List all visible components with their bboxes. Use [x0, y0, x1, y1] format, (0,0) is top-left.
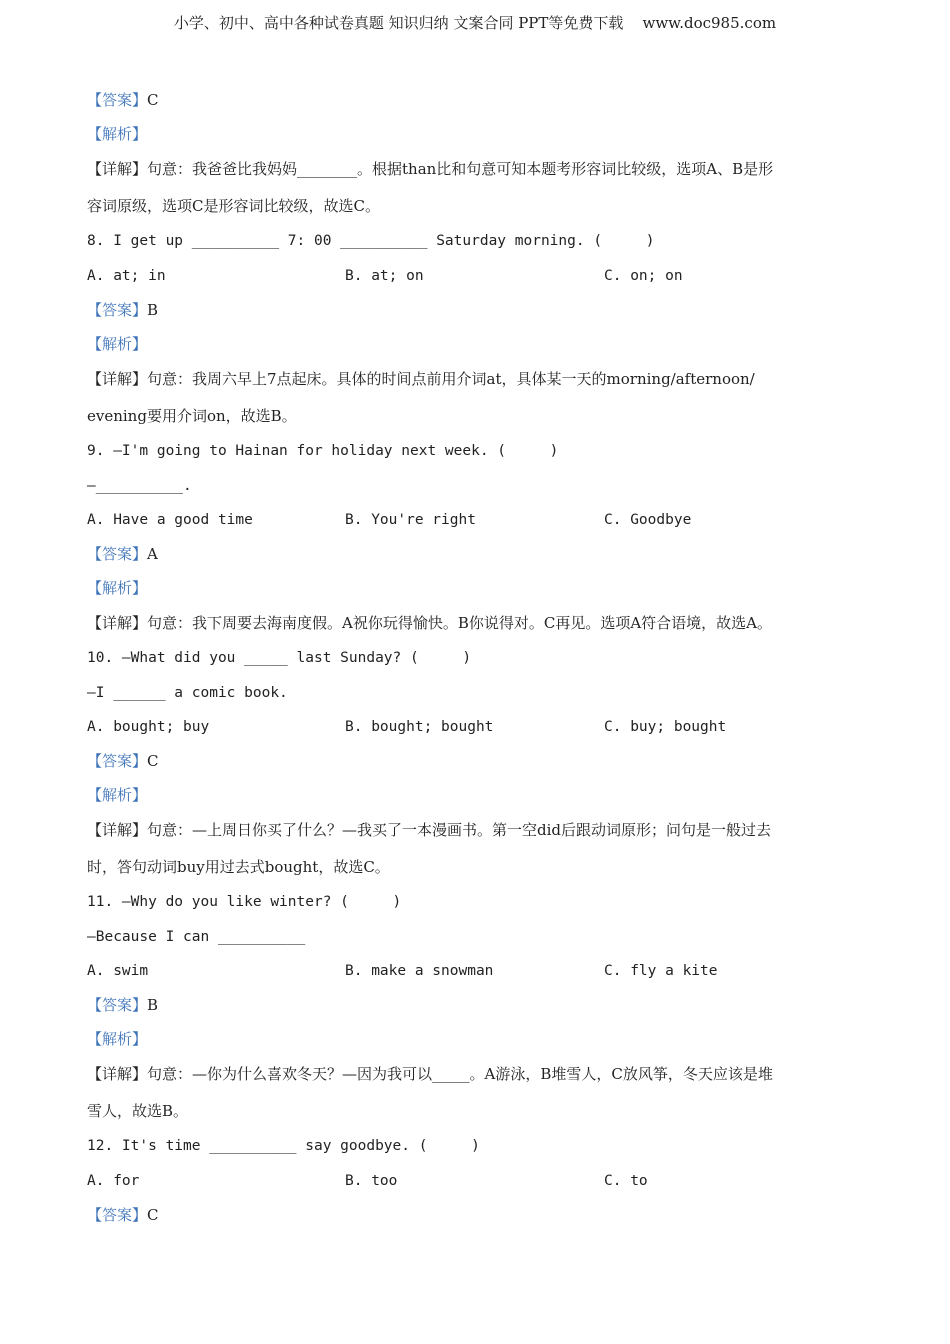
detail-line — [87, 820, 771, 840]
answer-value: B — [147, 301, 159, 319]
question-stem: 10. —What did you _____ last Sunday? ( ) — [87, 650, 472, 666]
detail-line — [87, 159, 773, 179]
detail-text: 句意：—你为什么喜欢冬天？—因为我可以_____。A游泳，B堆雪人，C放风筝，冬天应该是堆 — [147, 1065, 773, 1083]
question-response-line: —__________. — [87, 478, 192, 494]
question-response-line: —I ______ a comic book. — [87, 685, 288, 701]
analysis-line — [87, 1029, 147, 1049]
analysis-line — [87, 578, 147, 598]
analysis-line — [87, 334, 147, 354]
option-c: C. to — [604, 1173, 648, 1189]
option-a: A. bought; buy — [87, 719, 210, 735]
detail-line-continued: 雪人，故选B。 — [87, 1102, 189, 1120]
analysis-label: 【解析】 — [87, 1030, 148, 1048]
option-c: C. fly a kite — [604, 963, 718, 979]
detail-text: 句意：我爸爸比我妈妈________。根据than比和句意可知本题考形容词比较级，选项A、B是形 — [147, 160, 774, 178]
answer-line — [87, 1205, 159, 1225]
detail-label: 【详解】 — [87, 370, 148, 388]
analysis-label: 【解析】 — [87, 786, 148, 804]
analysis-label: 【解析】 — [87, 335, 148, 353]
question-stem: 12. It's time __________ say goodbye. ( ) — [87, 1138, 480, 1154]
detail-label: 【详解】 — [87, 1065, 148, 1083]
answer-label: 【答案】 — [87, 752, 148, 770]
option-b: B. bought; bought — [345, 719, 494, 735]
analysis-label: 【解析】 — [87, 579, 148, 597]
option-a: A. for — [87, 1173, 140, 1189]
answer-line — [87, 995, 158, 1015]
option-b: B. at; on — [345, 268, 424, 284]
answer-label: 【答案】 — [87, 996, 148, 1014]
analysis-label: 【解析】 — [87, 125, 148, 143]
analysis-line — [87, 124, 147, 144]
detail-text: 句意：我周六早上7点起床。具体的时间点前用介词at，具体某一天的morning/afternoon/ — [147, 370, 755, 388]
answer-line — [87, 90, 159, 110]
option-c: C. on; on — [604, 268, 683, 284]
option-c: C. buy; bought — [604, 719, 727, 735]
option-a: A. swim — [87, 963, 149, 979]
answer-value: A — [147, 545, 158, 563]
detail-line-continued: 容词原级，选项C是形容词比较级，故选C。 — [87, 197, 380, 215]
detail-text: 句意：我下周要去海南度假。A祝你玩得愉快。B你说得对。C再见。选项A符合语境，故选A。 — [147, 614, 773, 632]
question-stem: 8. I get up __________ 7: 00 __________ Saturday morning. ( ) — [87, 233, 655, 249]
detail-text: 句意：—上周日你买了什么？—我买了一本漫画书。第一空did后跟动词原形；问句是一般过去 — [147, 821, 772, 839]
answer-value: C — [147, 91, 159, 109]
detail-line — [87, 613, 772, 633]
question-response-line: —Because I can __________ — [87, 929, 306, 945]
detail-line-continued: 时，答句动词buy用过去式bought，故选C。 — [87, 858, 390, 876]
answer-label: 【答案】 — [87, 545, 148, 563]
detail-label: 【详解】 — [87, 614, 148, 632]
detail-label: 【详解】 — [87, 160, 148, 178]
answer-label: 【答案】 — [87, 301, 148, 319]
answer-value: C — [147, 752, 159, 770]
analysis-line — [87, 785, 147, 805]
answer-line — [87, 544, 158, 564]
detail-line — [87, 369, 755, 389]
answer-value: B — [147, 996, 159, 1014]
answer-line — [87, 300, 158, 320]
detail-label: 【详解】 — [87, 821, 148, 839]
question-stem: 11. —Why do you like winter? ( ) — [87, 894, 402, 910]
detail-line — [87, 1064, 773, 1084]
question-stem: 9. —I'm going to Hainan for holiday next week. ( ) — [87, 443, 559, 459]
answer-label: 【答案】 — [87, 1206, 148, 1224]
answer-line — [87, 751, 159, 771]
option-b: B. make a snowman — [345, 963, 494, 979]
option-b: B. too — [345, 1173, 398, 1189]
answer-value: C — [147, 1206, 159, 1224]
option-a: A. Have a good time — [87, 512, 253, 528]
detail-line-continued: evening要用介词on，故选B。 — [87, 407, 297, 425]
answer-label: 【答案】 — [87, 91, 148, 109]
option-c: C. Goodbye — [604, 512, 692, 528]
option-b: B. You're right — [345, 512, 476, 528]
page-header: 小学、初中、高中各种试卷真题 知识归纳 文案合同 PPT等免费下载 www.doc985.com — [173, 14, 777, 32]
option-a: A. at; in — [87, 268, 166, 284]
